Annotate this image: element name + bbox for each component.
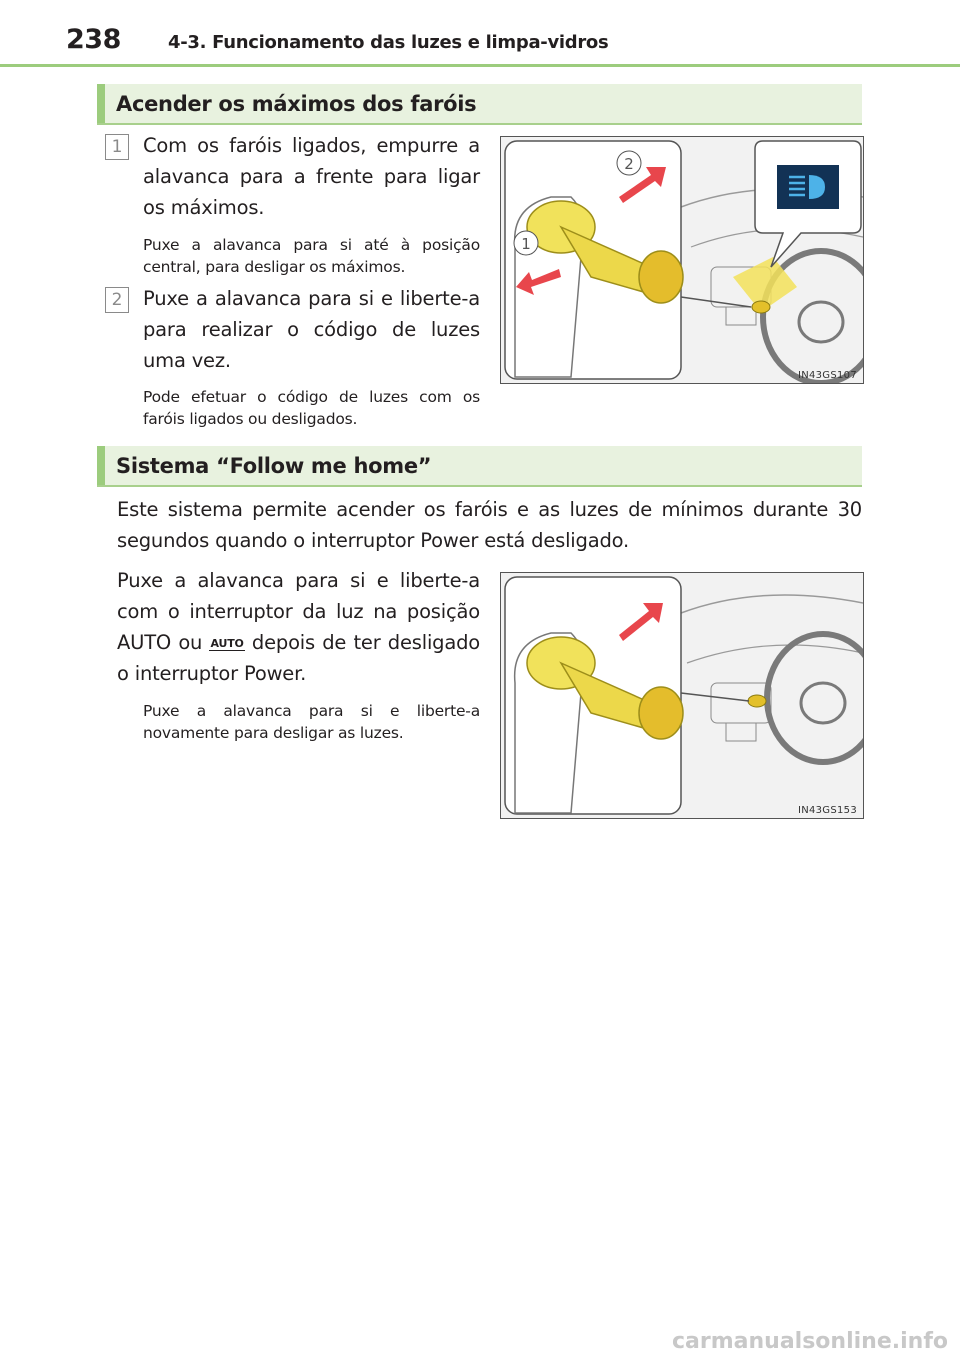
figure-code: IN43GS107 (797, 370, 857, 381)
section-title: Acender os máximos dos faróis (116, 92, 477, 116)
page-number: 238 (66, 24, 121, 55)
section-2-body (117, 565, 480, 689)
step-2-note: Pode efetuar o código de luzes com os faróis ligados ou desligados. (143, 388, 480, 428)
lever-illustration-2 (501, 573, 863, 818)
section-2-note: Puxe a alavanca para si e liberte-a novamente para desligar as luzes. (143, 702, 480, 742)
chapter-title: 4-3. Funcionamento das luzes e limpa-vidros (168, 32, 609, 53)
figure-headlight-lever (500, 136, 864, 384)
callout-1: 1 (521, 235, 531, 253)
section-heading-high-beams (97, 84, 862, 125)
header-rule (0, 64, 960, 67)
lever-illustration (501, 137, 863, 383)
figure-follow-me-home-lever (500, 572, 864, 819)
body-text-part-1: Puxe a alavanca para si e liberte-a com o interruptor da luz na posição AUTO ou (117, 569, 480, 654)
step-number-2: 2 (105, 287, 129, 313)
figure-code: IN43GS153 (797, 805, 857, 816)
section-title: Sistema “Follow me home” (116, 454, 432, 478)
step-number-1: 1 (105, 134, 129, 160)
step-1-note: Puxe a alavanca para si até à posição central, para desligar os máximos. (143, 236, 480, 276)
step-1-text: Com os faróis ligados, empurre a alavanca para a frente para ligar os máximos. (143, 134, 480, 219)
section-heading-follow-me-home (97, 446, 862, 487)
section-2-intro: Este sistema permite acender os faróis e as luzes de mínimos durante 30 segundos quando o interruptor Power está desligado. (117, 498, 862, 552)
body-text-part-2: depois de ter desligado o interruptor Power. (117, 631, 480, 685)
watermark: carmanualsonline.info (672, 1329, 948, 1354)
auto-light-icon: AUTO (210, 637, 244, 650)
step-2-text: Puxe a alavanca para si e liberte-a para realizar o código de luzes uma vez. (143, 287, 480, 372)
callout-2: 2 (624, 155, 634, 173)
